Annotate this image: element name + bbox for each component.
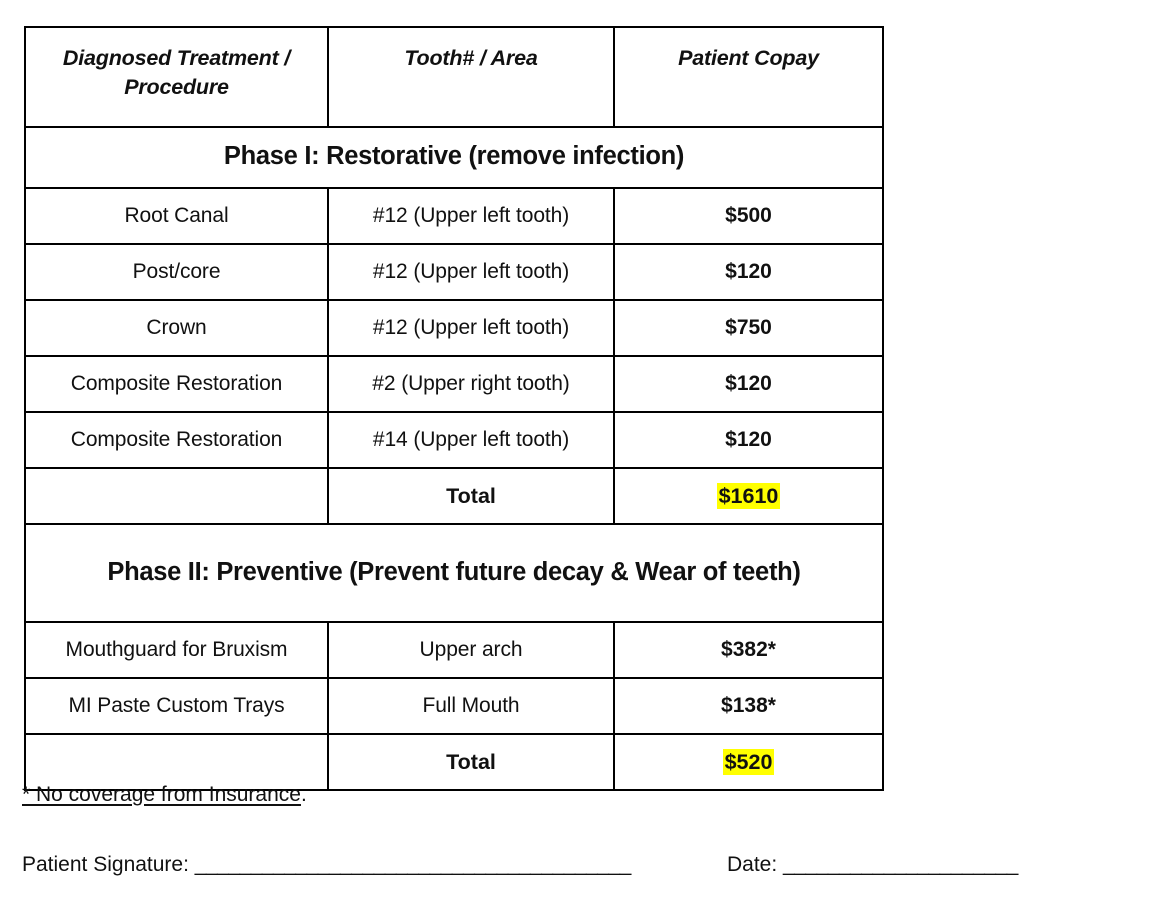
cell-tooth: #12 (Upper left tooth) (328, 300, 614, 356)
patient-signature-field[interactable] (22, 853, 631, 877)
cell-procedure: Composite Restoration (25, 356, 328, 412)
table-row (25, 356, 883, 412)
phase-2-total-row (25, 734, 883, 790)
cell-procedure: Crown (25, 300, 328, 356)
date-field[interactable] (727, 853, 1018, 877)
cell-procedure: Composite Restoration (25, 412, 328, 468)
column-header-copay: Patient Copay (614, 27, 883, 127)
cell-copay: $120 (614, 412, 883, 468)
date-rule: _____________________ (783, 853, 1018, 876)
patient-signature-label: Patient Signature: (22, 853, 189, 876)
cell-tooth: #2 (Upper right tooth) (328, 356, 614, 412)
cell-empty (25, 468, 328, 524)
total-label: Total (328, 468, 614, 524)
total-amount-cell (614, 468, 883, 524)
phase-banner-row (25, 524, 883, 622)
phase-1-total-row (25, 468, 883, 524)
cell-empty (25, 734, 328, 790)
column-header-tooth: Tooth# / Area (328, 27, 614, 127)
patient-signature-rule: _______________________________________ (194, 853, 631, 876)
phase-1-banner: Phase I: Restorative (remove infection) (25, 127, 883, 188)
footnote-underlined-text: * No coverage from Insurance (22, 783, 301, 806)
cell-copay: $120 (614, 356, 883, 412)
total-label: Total (328, 734, 614, 790)
table-row (25, 412, 883, 468)
date-label: Date: (727, 853, 778, 876)
table-header-row (25, 27, 883, 127)
cell-tooth: Upper arch (328, 622, 614, 678)
phase-2-banner: Phase II: Preventive (Prevent future decay & Wear of teeth) (25, 524, 883, 622)
total-amount-highlight: $1610 (718, 483, 779, 508)
cell-tooth: #12 (Upper left tooth) (328, 244, 614, 300)
cell-copay: $382* (614, 622, 883, 678)
footnote (22, 783, 307, 807)
table-row (25, 300, 883, 356)
table-row (25, 678, 883, 734)
table-row (25, 622, 883, 678)
cell-tooth: #14 (Upper left tooth) (328, 412, 614, 468)
cell-procedure: Mouthguard for Bruxism (25, 622, 328, 678)
cell-copay: $138* (614, 678, 883, 734)
column-header-procedure: Diagnosed Treatment / Procedure (25, 27, 328, 127)
footnote-period: . (300, 783, 307, 806)
phase-banner-row (25, 127, 883, 188)
treatment-plan-table (24, 26, 884, 791)
cell-procedure: Root Canal (25, 188, 328, 244)
cell-copay: $120 (614, 244, 883, 300)
cell-copay: $500 (614, 188, 883, 244)
cell-tooth: Full Mouth (328, 678, 614, 734)
table-row (25, 244, 883, 300)
cell-procedure: MI Paste Custom Trays (25, 678, 328, 734)
cell-copay: $750 (614, 300, 883, 356)
total-amount-highlight: $520 (724, 749, 773, 774)
total-amount-cell (614, 734, 883, 790)
table-row (25, 188, 883, 244)
cell-tooth: #12 (Upper left tooth) (328, 188, 614, 244)
cell-procedure: Post/core (25, 244, 328, 300)
